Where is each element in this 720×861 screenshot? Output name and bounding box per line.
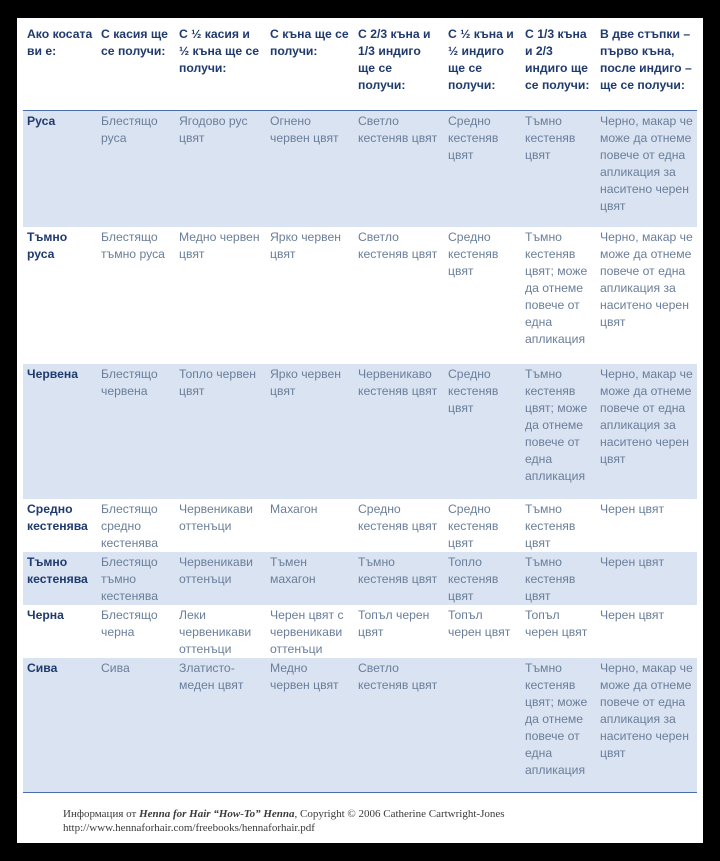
- table-cell: Черен цвят с червеникави оттенъци: [270, 608, 344, 656]
- table-cell: Блестящо средно кестенява: [101, 502, 159, 550]
- table-cell: Златисто-меден цвят: [175, 658, 266, 792]
- table-cell: [444, 658, 521, 792]
- table-cell: Тъмно кестеняв цвят; може да отнеме повече от една апликация: [521, 658, 596, 792]
- table-cell: Топло кестеняв цвят: [444, 552, 521, 605]
- table-cell: Тъмно кестеняв цвят: [525, 502, 576, 550]
- table-cell: Леки червеникави оттенъци: [179, 608, 252, 656]
- header-two-step: В две стъпки – първо къна, после индиго – ще се получи:: [596, 26, 697, 110]
- document-page: [17, 18, 703, 843]
- header-hair-color: Ако косата ви е:: [23, 26, 97, 110]
- table-cell: Черно, макар че може да отнеме повече от една апликация за наситено черен цвят: [600, 230, 693, 329]
- table-cell: Средно кестеняв цвят: [448, 230, 499, 278]
- table-cell: Черен цвят: [600, 608, 665, 622]
- table-cell: Блестящо руса: [97, 110, 175, 227]
- table-cell: Блестящо червена: [97, 364, 175, 499]
- table-cell: Тъмно кестеняв цвят: [521, 110, 596, 227]
- table-cell: Светло кестеняв цвят: [358, 230, 438, 261]
- table-cell: Черно, макар че може да отнеме повече от една апликация за наситено черен цвят: [596, 110, 697, 227]
- header-cassia: С касия ще се получи:: [97, 26, 175, 110]
- table-cell: Тъмно кестеняв цвят; може да отнеме повече от една апликация: [525, 230, 588, 346]
- table-cell: Блестящо тъмно руса: [101, 230, 165, 261]
- row-hair-color: Черна: [27, 608, 64, 622]
- row-hair-color: Тъмно кестенява: [23, 552, 97, 605]
- table-cell: Медно червен цвят: [266, 658, 354, 792]
- table-cell: Червеникави оттенъци: [175, 552, 266, 605]
- table-header-row: [23, 26, 697, 110]
- table-row: [23, 364, 697, 499]
- table-cell: Средно кестеняв цвят: [444, 110, 521, 227]
- source-footer: [63, 807, 683, 835]
- table-cell: Ягодово рус цвят: [175, 110, 266, 227]
- header-henna: С къна ще се получи:: [266, 26, 354, 110]
- table-cell: Огнено червен цвят: [266, 110, 354, 227]
- table-cell: Блестящо тъмно кестенява: [97, 552, 175, 605]
- table-row: [23, 499, 697, 552]
- table-cell: Черно, макар че може да отнеме повече от една апликация за наситено черен цвят: [596, 364, 697, 499]
- table-cell: Червеникави оттенъци: [179, 502, 253, 533]
- header-half-cassia-half-henna: С ½ касия и ½ къна ще се получи:: [175, 26, 266, 110]
- table-cell: Тъмно кестеняв цвят; може да отнеме повече от една апликация: [521, 364, 596, 499]
- table-cell: Светло кестеняв цвят: [354, 658, 444, 792]
- row-hair-color: Средно кестенява: [27, 502, 88, 533]
- header-two-thirds-henna: С 2/3 къна и 1/3 индиго ще се получи:: [354, 26, 444, 110]
- header-half-henna-half-indigo: С ½ къна и ½ индиго ще се получи:: [444, 26, 521, 110]
- table-cell: Черен цвят: [600, 502, 665, 516]
- table-cell: Ярко червен цвят: [270, 230, 341, 261]
- table-cell: Светло кестеняв цвят: [354, 110, 444, 227]
- table-cell: Тъмно кестеняв цвят: [521, 552, 596, 605]
- source-citation: [63, 807, 683, 821]
- table-cell: Средно кестеняв цвят: [358, 502, 438, 533]
- table-cell: Сива: [97, 658, 175, 792]
- row-hair-color: Червена: [23, 364, 97, 499]
- table-row: [23, 552, 697, 605]
- table-cell: Блестящо черна: [101, 608, 158, 639]
- table-row: [23, 658, 697, 792]
- row-hair-color: Тъмно руса: [27, 230, 68, 261]
- table-row: [23, 110, 697, 227]
- henna-color-table: [23, 26, 697, 793]
- table-row: [23, 605, 697, 658]
- citation-prefix: Информация от: [63, 808, 140, 820]
- table-cell: Средно кестеняв цвят: [444, 364, 521, 499]
- table-cell: Ярко червен цвят: [266, 364, 354, 499]
- table-cell: Средно кестеняв цвят: [448, 502, 499, 550]
- table-cell: Махагон: [270, 502, 318, 516]
- header-one-third-henna: С 1/3 къна и 2/3 индиго ще се получи:: [521, 26, 596, 110]
- row-hair-color: Сива: [23, 658, 97, 792]
- table-cell: Черно, макар че може да отнеме повече от една апликация за наситено черен цвят: [596, 658, 697, 792]
- table-cell: Червеникаво кестеняв цвят: [354, 364, 444, 499]
- table-cell: Топъл черен цвят: [358, 608, 430, 639]
- table-cell: Топло червен цвят: [175, 364, 266, 499]
- table-cell: Топъл черен цвят: [525, 608, 588, 639]
- row-hair-color: Руса: [23, 110, 97, 227]
- table-cell: Черен цвят: [596, 552, 697, 605]
- table-cell: Тъмно кестеняв цвят: [354, 552, 444, 605]
- table-cell: Тъмен махагон: [266, 552, 354, 605]
- table-cell: Топъл черен цвят: [448, 608, 511, 639]
- table-row: [23, 227, 697, 364]
- book-title: Henna for Hair “How-To” Henna: [139, 808, 295, 820]
- table-cell: Медно червен цвят: [179, 230, 260, 261]
- source-url: http://www.hennaforhair.com/freebooks/hennaforhair.pdf: [63, 822, 315, 834]
- copyright-text: , Copyright © 2006 Catherine Cartwright-Jones: [294, 808, 505, 820]
